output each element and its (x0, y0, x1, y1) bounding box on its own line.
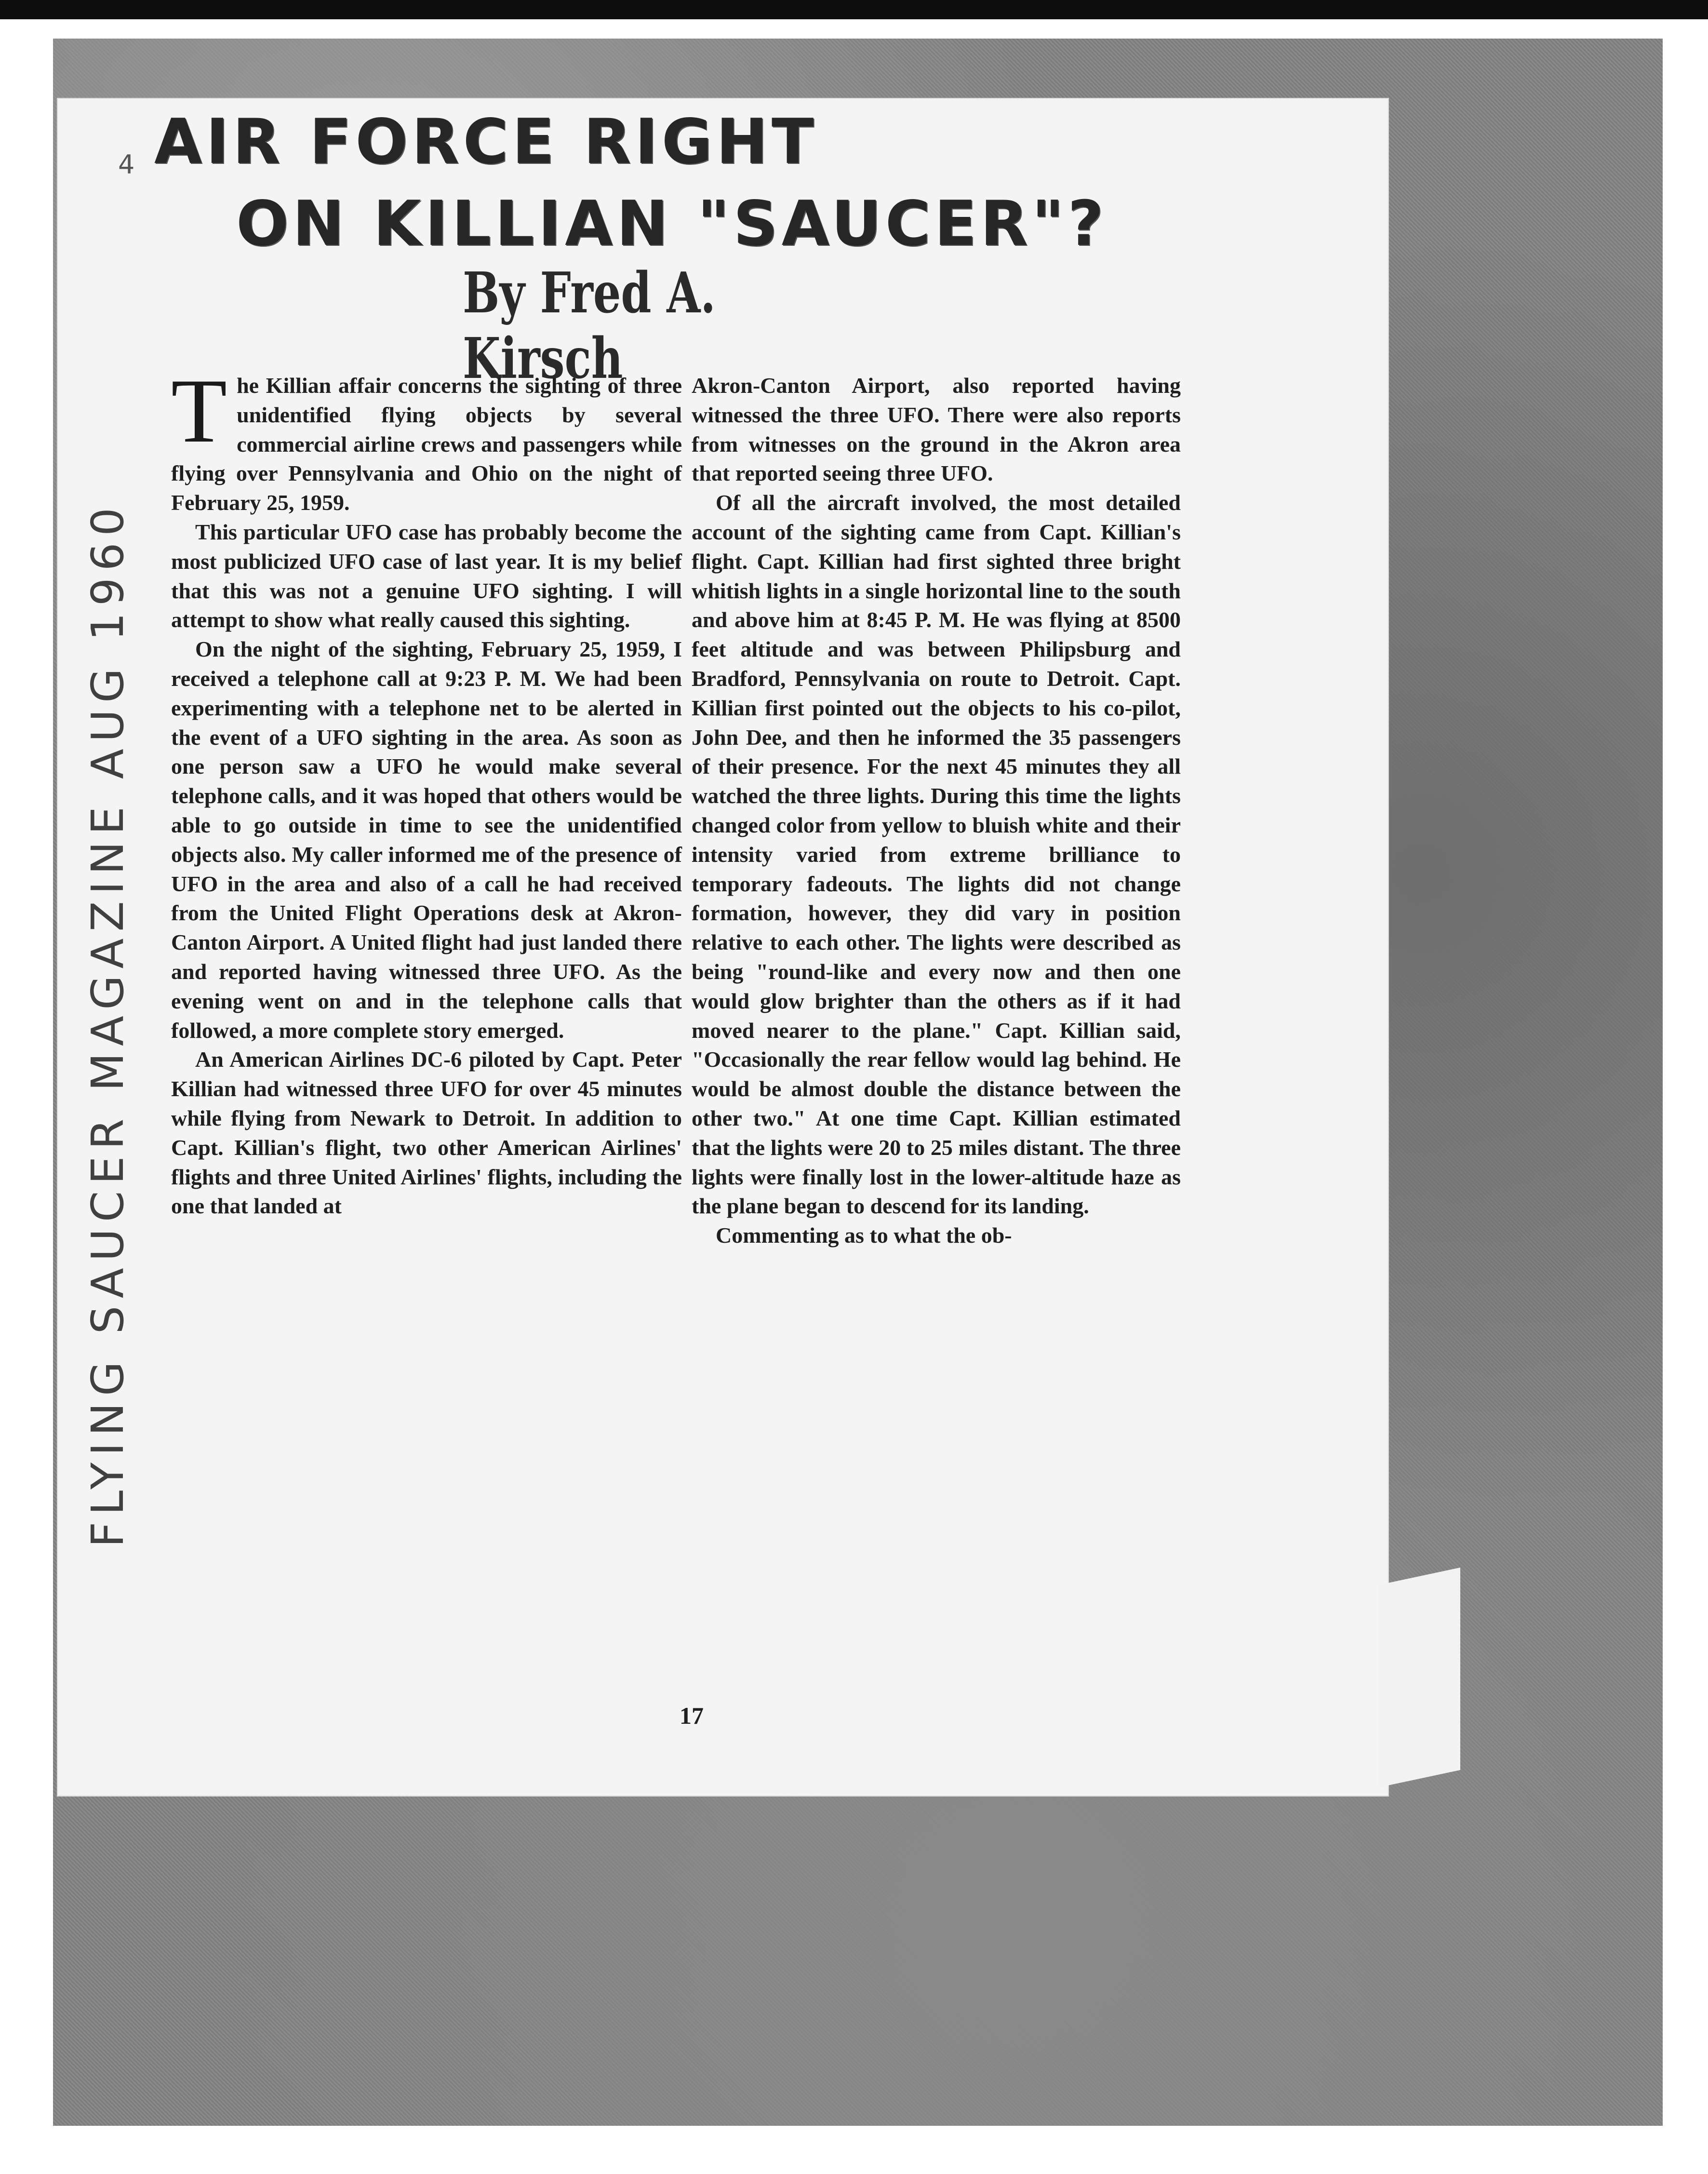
paragraph: Akron-Canton Airport, also reported having witnessed the three UFO. There were also reports from witnesses on the ground in the Akron area that reported seeing three UFO. (692, 373, 1181, 486)
article-column-left (171, 361, 682, 1221)
handwritten-note: FLYING SAUCER MAGAZINE AUG 1960 (82, 501, 133, 1547)
scan-top-border (0, 0, 1708, 19)
article-byline: By Fred A. Kirsch (463, 260, 716, 391)
article-column-right (692, 371, 1181, 1250)
article-title (154, 101, 1166, 265)
clipping-torn-corner (1378, 1568, 1460, 1787)
scan-left-margin (0, 19, 53, 2174)
title-line-2: ON KILLIAN "SAUCER"? (236, 188, 1108, 260)
corner-mark: 4 (118, 149, 135, 180)
paragraph: An American Airlines DC-6 piloted by Capt. Peter Killian had witnessed three UFO for over 45 minutes while flying from Newark to Detroit. In addition to Capt. Killian's flight, two other American Airlines' flights and three United Airlines' flights, including the one that landed at (171, 1047, 682, 1219)
paragraph: Of all the aircraft involved, the most detailed account of the sighting came from Capt. Killian's flight. Capt. Killian had first sighted three bright whitish lights in a single horizontal line to the south and above him at 8:45 P. M. He was flying at 8500 feet altitude and was between Philipsburg and Bradford, Pennsylvania on route to Detroit. Capt. Killian first pointed out the objects to his co-pilot, John Dee, and then he informed the 35 passengers of their presence. For the next 45 minutes they all watched the three lights. During this time the lights changed color from yellow to bluish white and their intensity varied from extreme brilliance to temporary fadeouts. The lights did not change formation, however, they did vary in position relative to each other. The lights were described as being "round-like and every now and then one would glow brighter than the others as if it had moved nearer to the plane." Capt. Killian said, "Occasionally the rear fellow would lag behind. He would be almost double the distance between the other two." At one time Capt. Killian estimated that the lights were 20 to 25 miles distant. The three lights were finally lost in the lower-altitude haze as the plane began to descend for its landing. (692, 490, 1181, 1219)
paragraph: On the night of the sighting, February 25, 1959, I received a telephone call at 9:23 P. M. We had been experimenting with a telephone net to be alerted in the event of a UFO sighting in the area. As soon as one person saw a UFO he would make several telephone calls, and it was hoped that others would be able to go outside in time to see the unidentified objects also. My caller informed me of the presence of UFO in the area and also of a call he had received from the United Flight Operations desk at Akron-Canton Airport. A United flight had just landed there and reported having witnessed three UFO. As the evening went on and in the telephone calls that followed, a more complete story emerged. (171, 637, 682, 1043)
page-number: 17 (680, 1702, 704, 1729)
paragraph-text: he Killian affair concerns the sighting of three unidentified flying objects by several commercial airline crews and passengers while flying over Pennsylvania and Ohio on the night of February 25, 1959. (171, 373, 682, 515)
scan-bottom-margin (0, 2126, 1708, 2174)
paragraph (171, 361, 682, 518)
paragraph: Commenting as to what the ob- (716, 1223, 1012, 1248)
title-line-1: AIR FORCE RIGHT (154, 106, 818, 178)
paragraph: This particular UFO case has probably become the most publicized UFO case of last year. It is my belief that this was not a genuine UFO sighting. I will attempt to show what really caused this sighting. (171, 519, 682, 632)
drop-cap: T (171, 361, 227, 462)
